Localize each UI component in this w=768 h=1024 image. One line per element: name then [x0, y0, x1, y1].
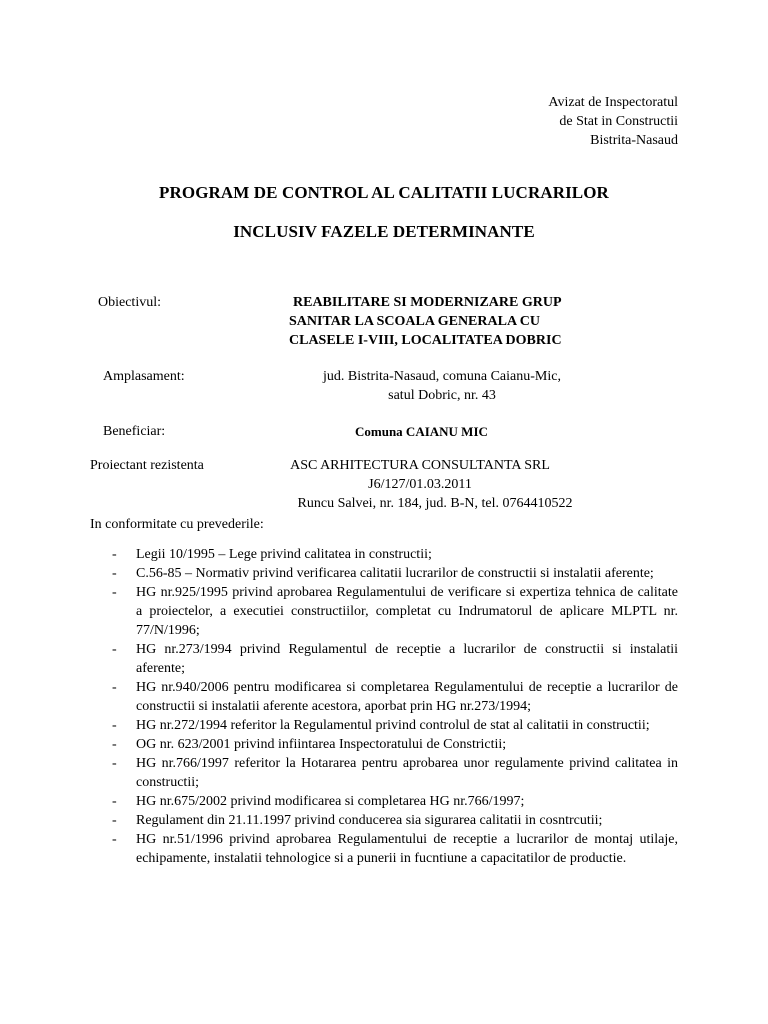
- list-item: [112, 583, 678, 640]
- obiectiv-value: [287, 293, 627, 350]
- list-item-text: HG nr.940/2006 pentru modificarea si completarea Regulamentului de receptie a lucrarilor de constructii si instalatii aferente acestora, aporbat prin HG nr.273/1994;: [136, 680, 678, 714]
- list-item-text: HG nr.675/2002 privind modificarea si completarea HG nr.766/1997;: [136, 794, 525, 809]
- obiectiv-label: Obiectivul:: [98, 295, 161, 310]
- list-item: [112, 792, 678, 811]
- approval-line: Bistrita-Nasaud: [590, 133, 678, 148]
- list-bullet: -: [112, 832, 117, 847]
- list-item: [112, 811, 678, 830]
- list-item-text: HG nr.273/1994 privind Regulamentul de receptie a lucrarilor de constructii si instalatii aferente;: [136, 642, 678, 676]
- list-item: [112, 640, 678, 678]
- approval-block: [418, 93, 678, 150]
- obiectiv-line: REABILITARE SI MODERNIZARE GRUP: [293, 295, 562, 310]
- list-item-text: C.56-85 – Normativ privind verificarea calitatii lucrarilor de constructii si instalatii aferente;: [136, 566, 654, 581]
- list-item-text: HG nr.925/1995 privind aprobarea Regulamentului de verificare si expertiza tehnica de calitate a proiectelor, a executiei constructiilor, completat cu Indrumatorul de aplicare MLPTL nr. 77/N/1996;: [136, 585, 678, 638]
- list-item: [112, 735, 678, 754]
- list-bullet: -: [112, 680, 117, 695]
- beneficiar-value: Comuna CAIANU MIC: [355, 424, 488, 439]
- list-bullet: -: [112, 737, 117, 752]
- list-bullet: -: [112, 718, 117, 733]
- proiectant-line: Runcu Salvei, nr. 184, jud. B-N, tel. 0764410522: [297, 496, 573, 511]
- list-bullet: -: [112, 566, 117, 581]
- list-item-text: HG nr.51/1996 privind aprobarea Regulamentului de receptie a lucrarilor de montaj utilaje, echipamente, instalatii tehnologice si a punerii in fucntiune a capacitatilor de productie.: [136, 832, 678, 866]
- list-item-text: HG nr.272/1994 referitor la Regulamentul privind controlul de stat al calitatii in constructii;: [136, 718, 650, 733]
- list-item: [112, 830, 678, 868]
- amplasament-line: satul Dobric, nr. 43: [388, 388, 496, 403]
- list-item: [112, 678, 678, 716]
- document-title: PROGRAM DE CONTROL AL CALITATII LUCRARILOR: [159, 183, 609, 202]
- beneficiar-label: Beneficiar:: [103, 424, 166, 439]
- list-bullet: -: [112, 547, 117, 562]
- list-bullet: -: [112, 794, 117, 809]
- proiectant-label: Proiectant rezistenta: [90, 458, 204, 473]
- list-item: [112, 754, 678, 792]
- list-item-text: Legii 10/1995 – Lege privind calitatea in constructii;: [136, 547, 432, 562]
- regulations-list: [112, 545, 678, 868]
- list-item-text: Regulament din 21.11.1997 privind conducerea sia sigurarea calitatii in cosntrcutii;: [136, 813, 603, 828]
- approval-line: de Stat in Constructii: [559, 114, 678, 129]
- obiectiv-line: SANITAR LA SCOALA GENERALA CU: [289, 314, 541, 329]
- document-subtitle: INCLUSIV FAZELE DETERMINANTE: [233, 222, 535, 241]
- list-item-text: OG nr. 623/2001 privind infiintarea Inspectoratului de Constrictii;: [136, 737, 507, 752]
- list-bullet: -: [112, 813, 117, 828]
- amplasament-value: [302, 367, 582, 405]
- list-bullet: -: [112, 642, 117, 657]
- conformity-intro: In conformitate cu prevederile:: [90, 517, 264, 532]
- list-item: [112, 545, 678, 564]
- amplasament-line: jud. Bistrita-Nasaud, comuna Caianu-Mic,: [323, 369, 561, 384]
- list-item-text: HG nr.766/1997 referitor la Hotararea pentru aprobarea unor regulamente privind calitatea in constructii;: [136, 756, 678, 790]
- list-item: [112, 716, 678, 735]
- proiectant-line: J6/127/01.03.2011: [368, 477, 472, 492]
- proiectant-value: [262, 456, 608, 513]
- approval-line: Avizat de Inspectoratul: [548, 95, 678, 110]
- amplasament-label: Amplasament:: [103, 369, 185, 384]
- list-bullet: -: [112, 756, 117, 771]
- list-item: [112, 564, 678, 583]
- obiectiv-line: CLASELE I-VIII, LOCALITATEA DOBRIC: [289, 333, 562, 348]
- list-bullet: -: [112, 585, 117, 600]
- proiectant-line: ASC ARHITECTURA CONSULTANTA SRL: [290, 458, 550, 473]
